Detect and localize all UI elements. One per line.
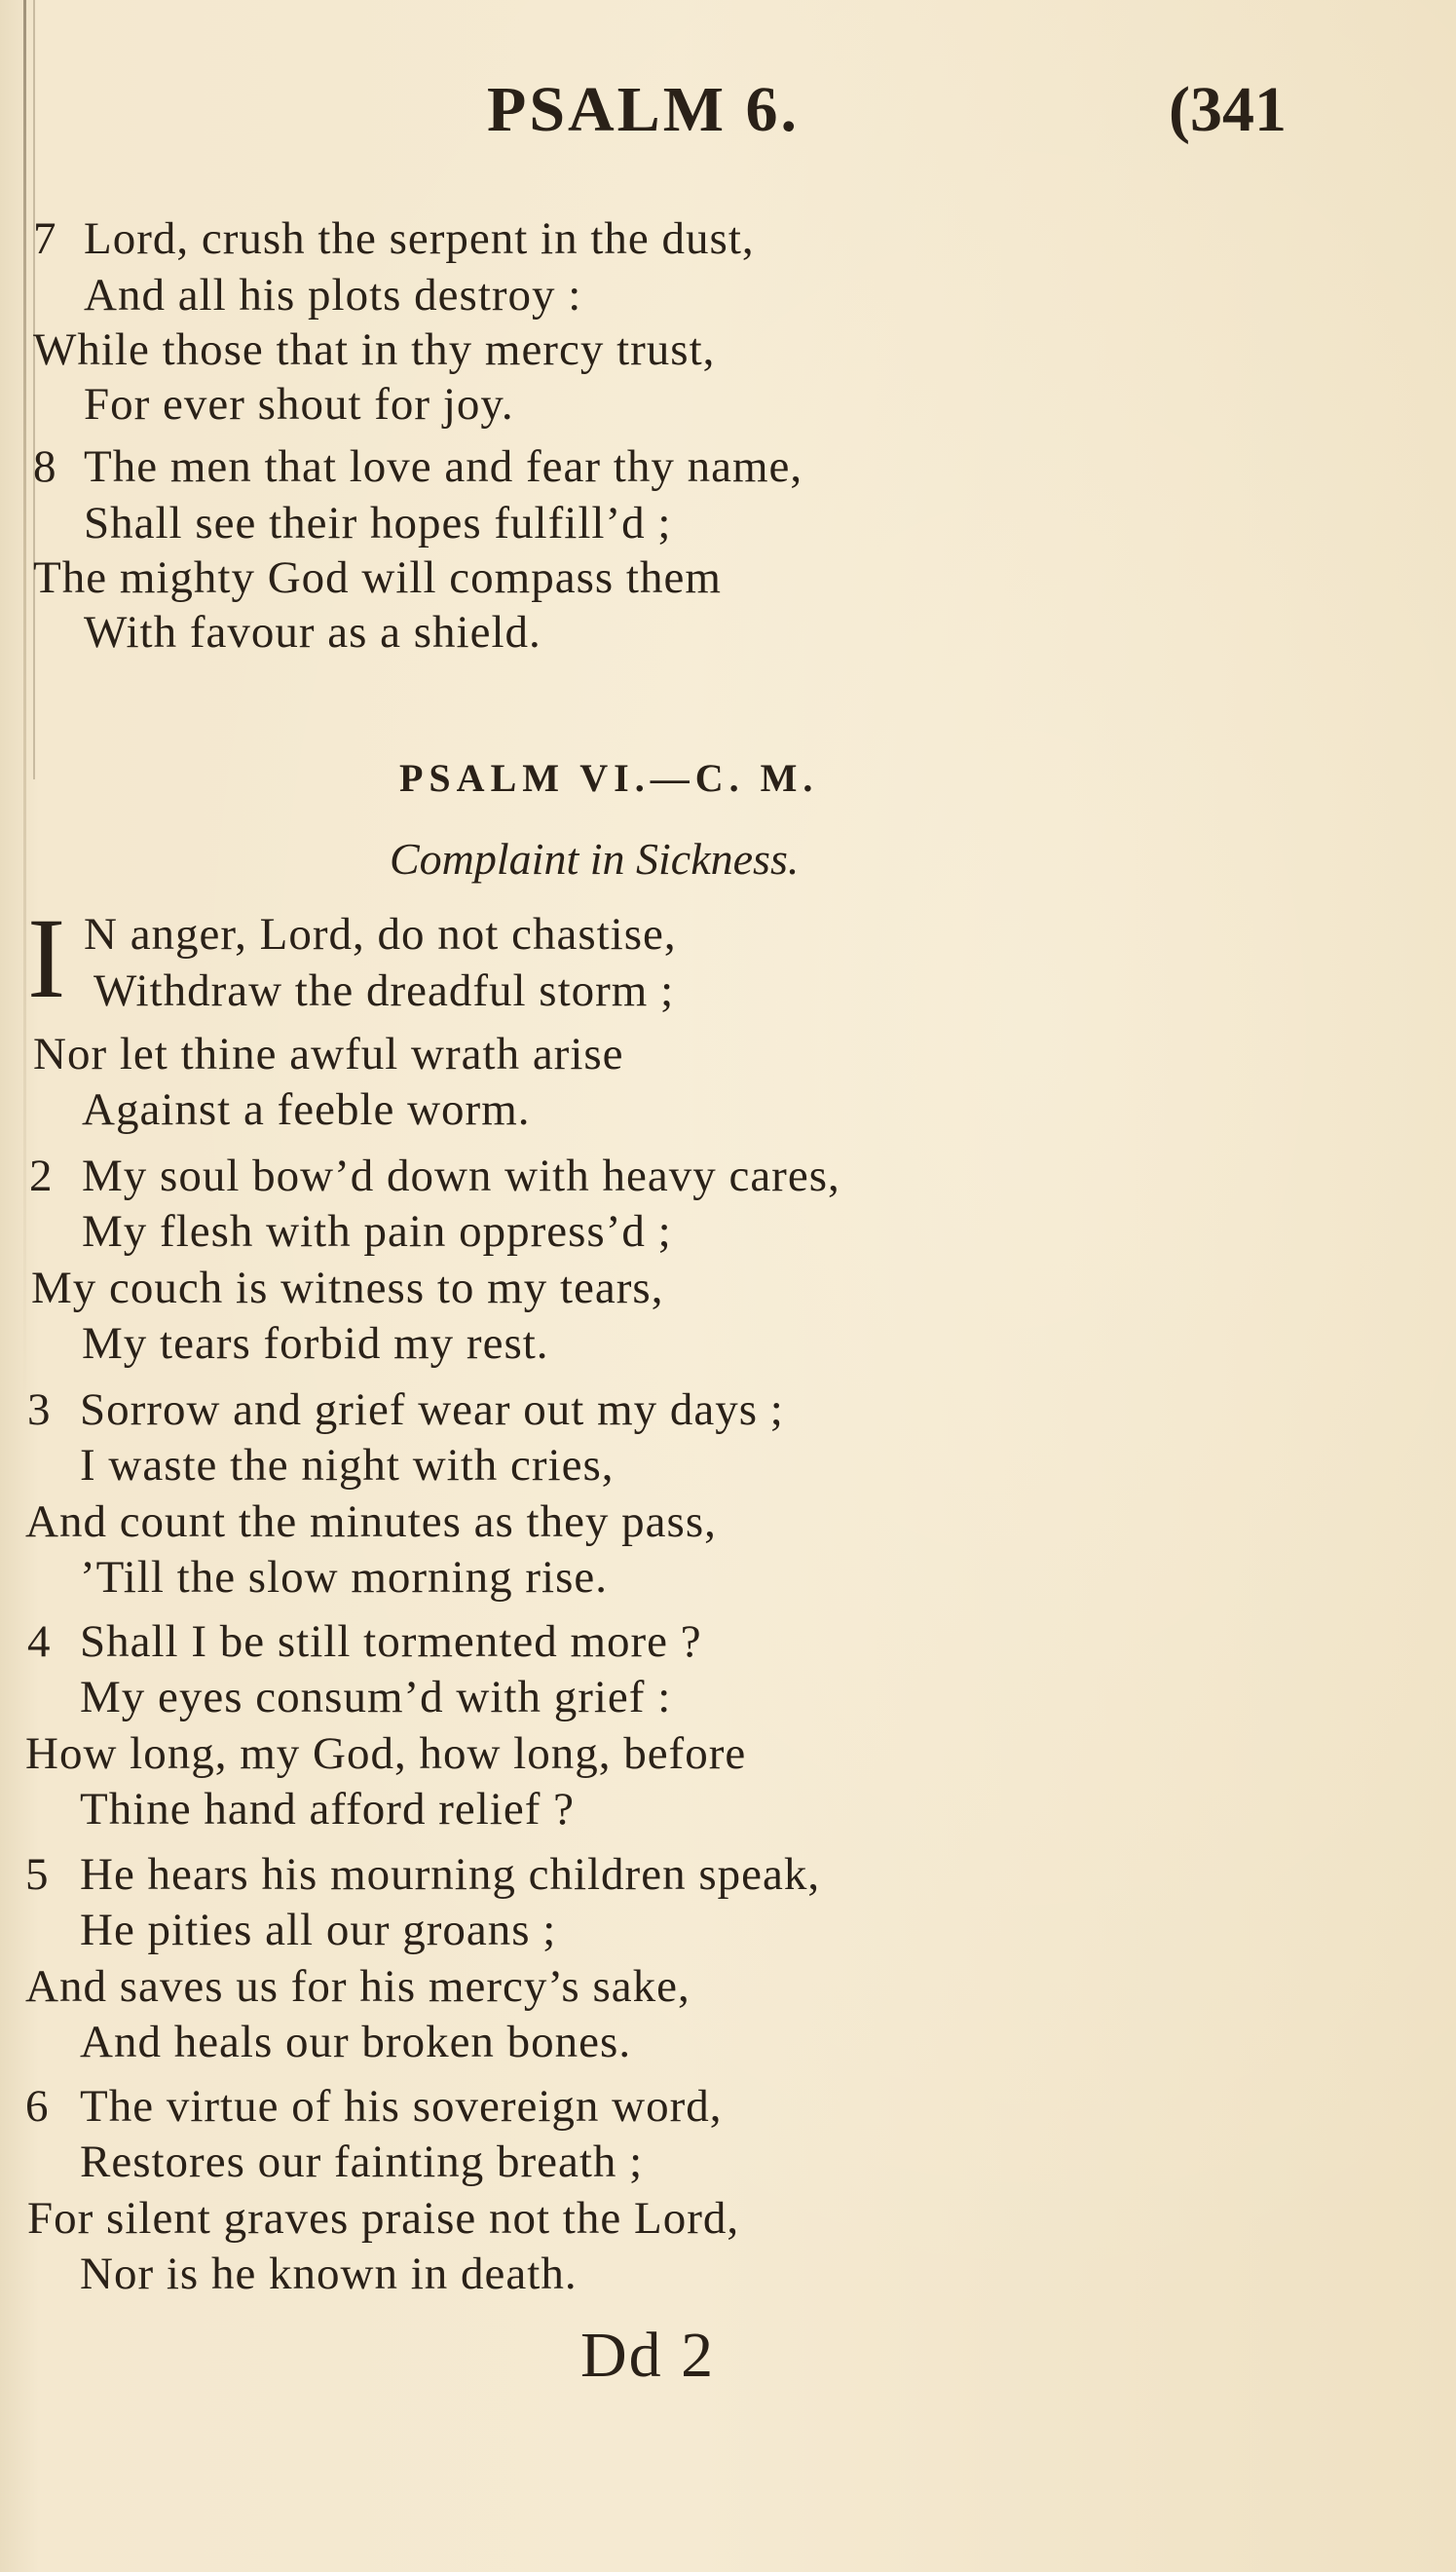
psalm-subtitle: Complaint in Sickness. xyxy=(390,834,800,884)
verse-line: The virtue of his sovereign word, xyxy=(80,2081,723,2132)
gutter-shadow xyxy=(23,0,26,1413)
verse-line: Sorrow and grief wear out my days ; xyxy=(80,1384,784,1435)
verse-number: 2 xyxy=(29,1151,53,1201)
verse-line: And count the minutes as they pass, xyxy=(25,1496,717,1547)
verse-line: My flesh with pain oppress’d ; xyxy=(82,1206,672,1257)
verse-number: 6 xyxy=(25,2081,49,2132)
drop-cap: I xyxy=(27,894,66,1022)
verse-line: My couch is witness to my tears, xyxy=(31,1263,664,1313)
verse-line: How long, my God, how long, before xyxy=(25,1728,747,1779)
verse-line: My tears forbid my rest. xyxy=(82,1318,549,1369)
verse-line: And saves us for his mercy’s sake, xyxy=(25,1961,691,2012)
verse-number: 4 xyxy=(27,1616,51,1667)
verse-line: Lord, crush the serpent in the dust, xyxy=(84,213,755,264)
verse-line: Thine hand afford relief ? xyxy=(80,1784,575,1834)
verse-line: N anger, Lord, do not chastise, xyxy=(84,909,677,960)
verse-line: My eyes consum’d with grief : xyxy=(80,1672,672,1722)
verse-line: And heals our broken bones. xyxy=(80,2017,632,2067)
verse-line: Shall I be still tormented more ? xyxy=(80,1616,702,1667)
verse-line: Withdraw the dreadful storm ; xyxy=(93,965,675,1016)
verse-number: 5 xyxy=(25,1849,49,1900)
verse-line: He hears his mourning children speak, xyxy=(80,1849,821,1900)
verse-line: The men that love and fear thy name, xyxy=(84,441,803,492)
signature-mark: Dd 2 xyxy=(580,2320,716,2391)
psalm-heading: PSALM VI.—C. M. xyxy=(399,756,819,800)
page-number: (341 xyxy=(1169,74,1287,145)
verse-line: While those that in thy mercy trust, xyxy=(33,324,716,375)
verse-line: He pities all our groans ; xyxy=(80,1905,557,1955)
verse-line: And all his plots destroy : xyxy=(84,270,582,321)
verse-line: Shall see their hopes fulfill’d ; xyxy=(84,498,672,548)
verse-number: 3 xyxy=(27,1384,51,1435)
verse-number: 8 xyxy=(33,441,56,492)
verse-number: 7 xyxy=(33,213,56,264)
verse-line: Restores our fainting breath ; xyxy=(80,2137,644,2187)
verse-line: For silent graves praise not the Lord, xyxy=(27,2193,740,2244)
verse-line: My soul bow’d down with heavy cares, xyxy=(82,1151,840,1201)
verse-line: ’Till the slow morning rise. xyxy=(80,1552,608,1603)
verse-line: For ever shout for joy. xyxy=(84,379,514,430)
verse-line: With favour as a shield. xyxy=(84,607,541,658)
running-head-title: PSALM 6. xyxy=(487,74,800,145)
verse-line: I waste the night with cries, xyxy=(80,1440,615,1491)
verse-line: Nor let thine awful wrath arise xyxy=(33,1029,624,1079)
running-head xyxy=(0,73,1456,161)
verse-line: Against a feeble worm. xyxy=(82,1084,531,1135)
verse-line: Nor is he known in death. xyxy=(80,2249,578,2299)
verse-line: The mighty God will compass them xyxy=(33,552,722,603)
